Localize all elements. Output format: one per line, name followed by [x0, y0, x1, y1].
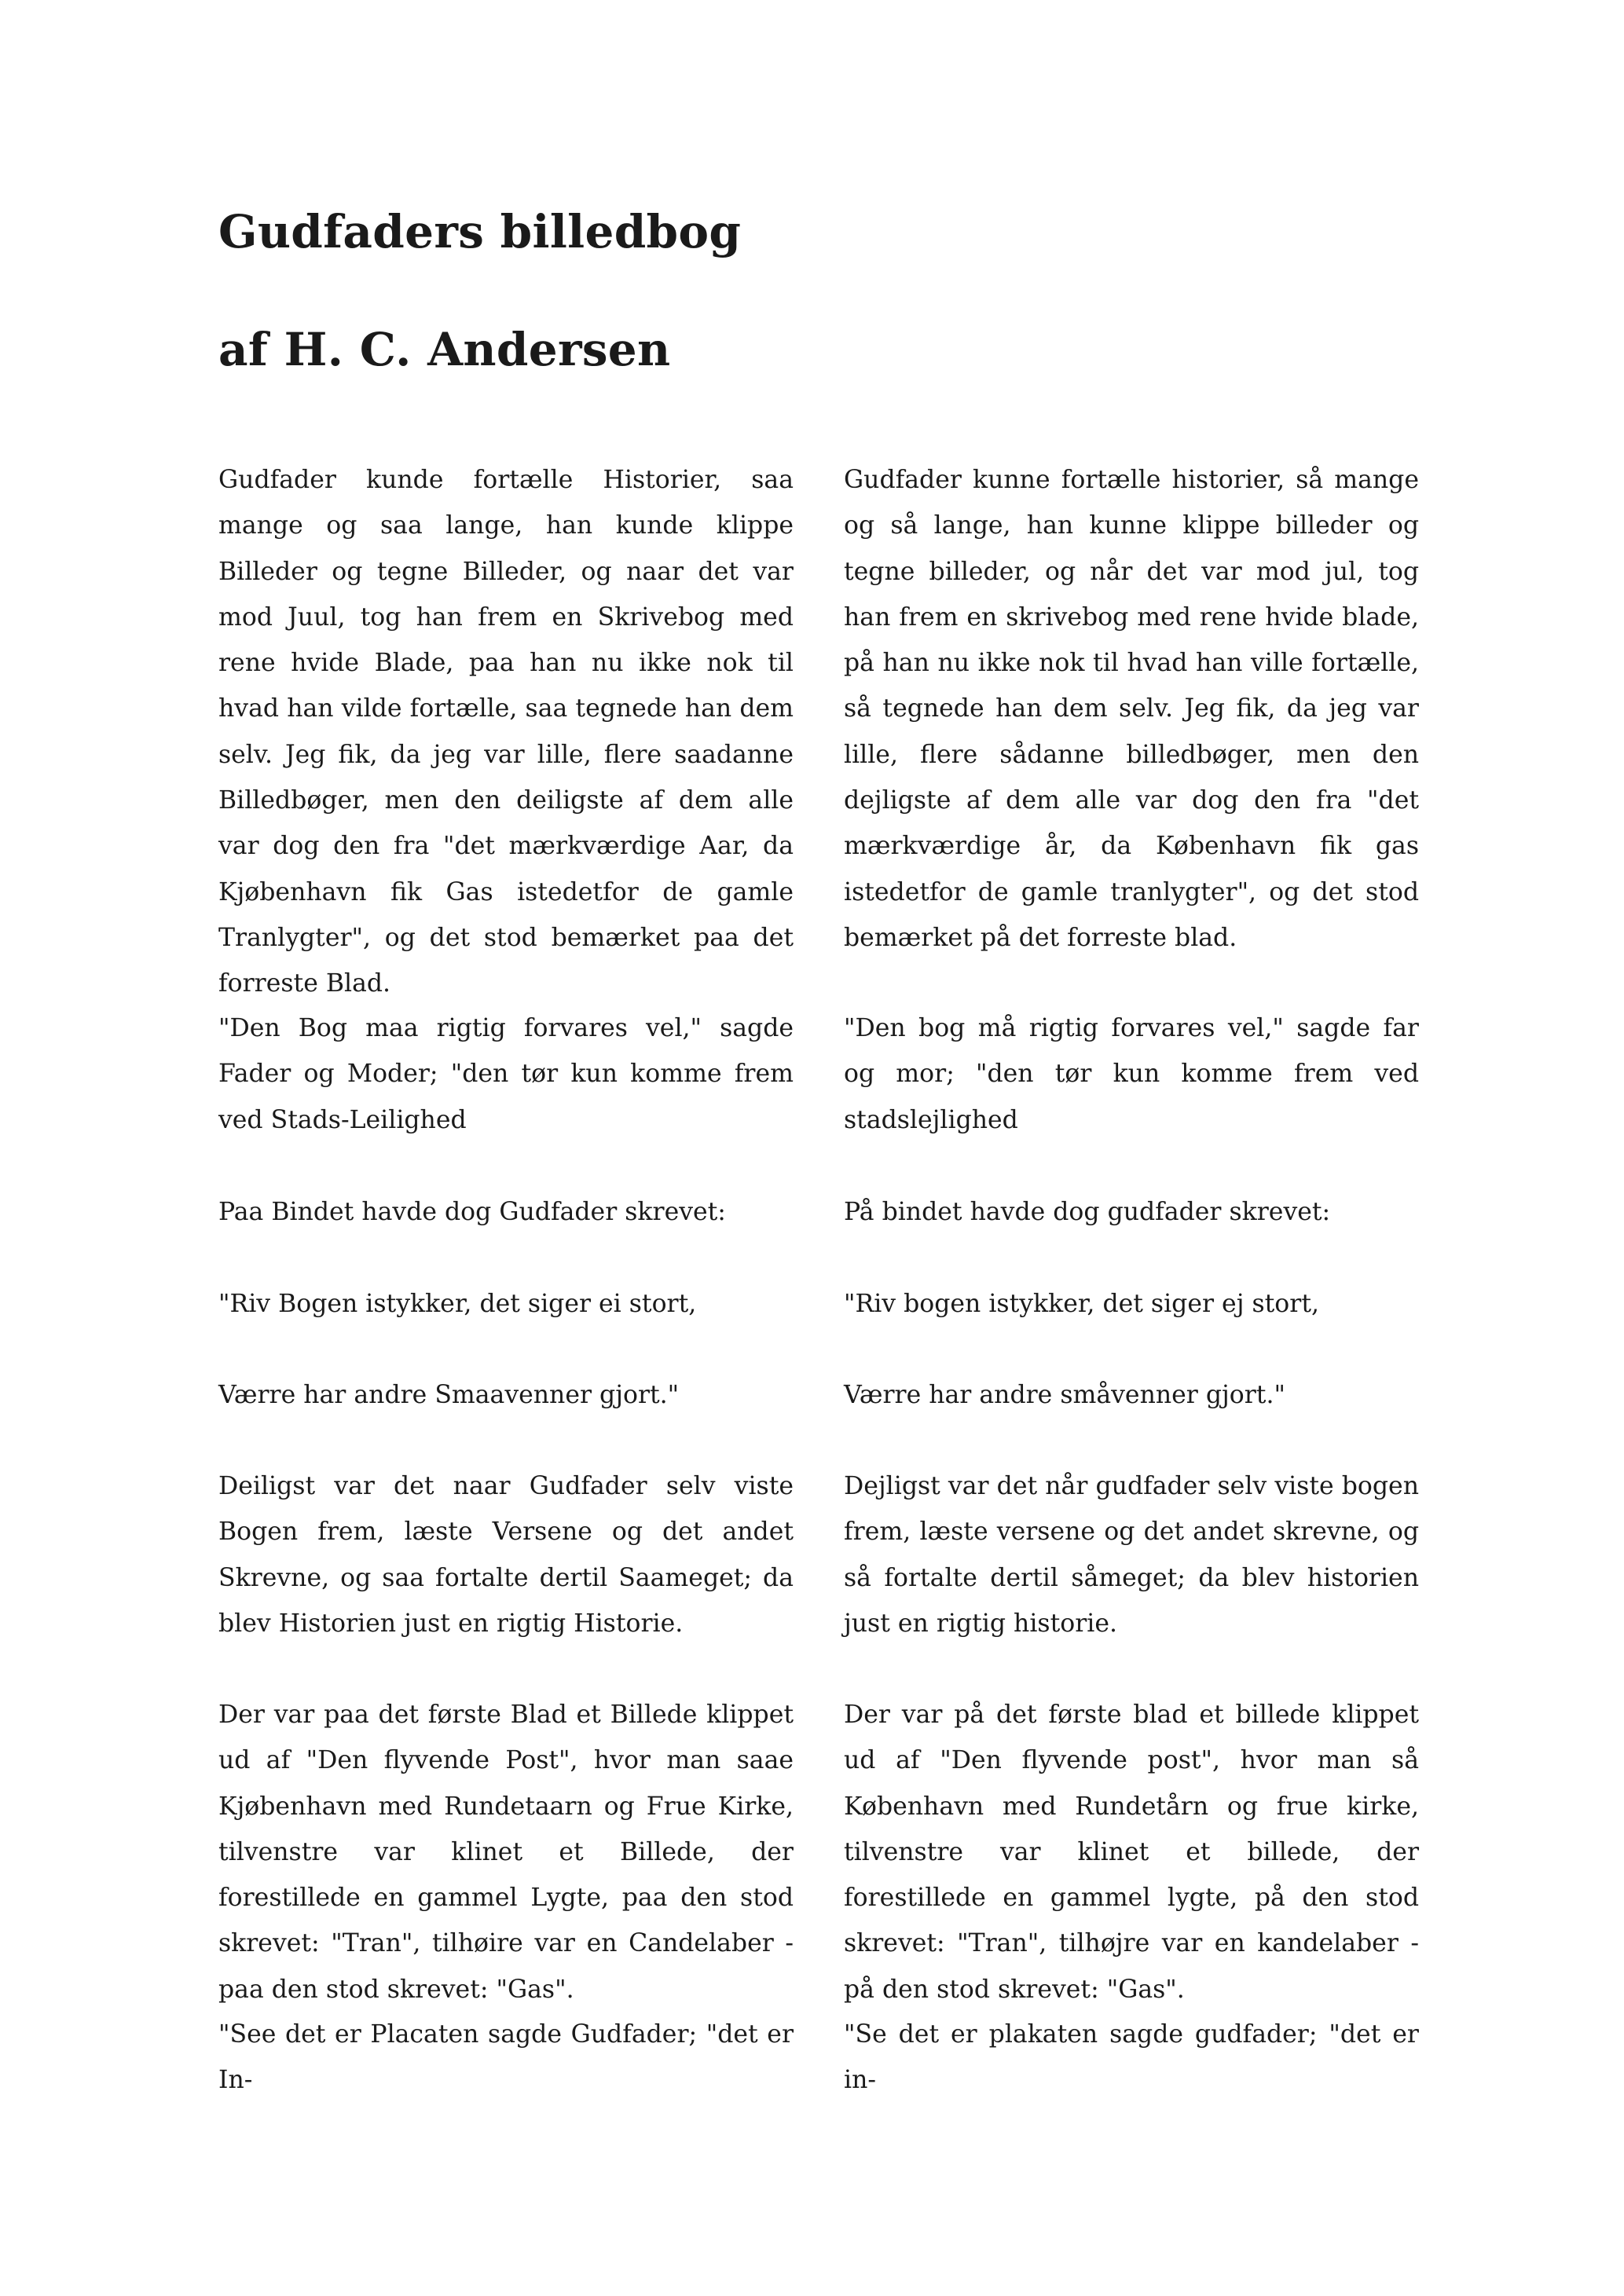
paragraph-modern-6: "Se det er plakaten sagde gudfader; "det er in-: [844, 2020, 1419, 2095]
paragraph-original-3: Paa Bindet havde dog Gudfader skrevet:: [218, 1198, 726, 1226]
verse-modern-line-1: "Riv bogen istykker, det siger ej stort,: [844, 1290, 1319, 1318]
paragraph-modern-4: Dejligst var det når gudfader selv viste bogen frem, læste versene og det andet skrevne, og så fortalte dertil såmeget; da blev historien just en rigtig historie.: [844, 1472, 1419, 1638]
paragraph-modern-3: På bindet havde dog gudfader skrevet:: [844, 1198, 1331, 1226]
paragraph-original-2: "Den Bog maa rigtig forvares vel," sagde Fader og Moder; "den tør kun komme frem ved Stads-Leilighed: [218, 1014, 794, 1134]
document-author: af H. C. Andersen: [218, 323, 671, 376]
paragraph-original-4: Deiligst var det naar Gudfader selv viste Bogen frem, læste Versene og det andet Skrevne, og saa fortalte dertil Saameget; da blev Historien just en rigtig Historie.: [218, 1472, 794, 1638]
paragraph-original-5: Der var paa det første Blad et Billede klippet ud af "Den flyvende Post", hvor man saae Kjøbenhavn med Rundetaarn og Frue Kirke, tilvenstre var klinet et Billede, der forestillede en gammel Lygte, paa den stod skrevet: "Tran", tilhøire var en Candelaber - paa den stod skrevet: "Gas".: [218, 1701, 794, 2004]
paragraph-original-6: "See det er Placaten sagde Gudfader; "det er In-: [218, 2020, 794, 2095]
document-page: [218, 0, 1421, 2296]
paragraph-modern-1: Gudfader kunne fortælle historier, så mange og så lange, han kunne klippe billeder og tegne billeder, og når det var mod jul, tog han frem en skrivebog med rene hvide blade, på han nu ikke nok til hvad han ville fortælle, så tegnede han dem selv. Jeg fik, da jeg var lille, flere sådanne billedbøger, men den dejligste af dem alle var dog den fra "det mærkværdige år, da København fik gas istedetfor de gamle tranlygter", og det stod bemærket på det forreste blad.: [844, 466, 1419, 952]
paragraph-original-1: Gudfader kunde fortælle Historier, saa mange og saa lange, han kunde klippe Billeder og tegne Billeder, og naar det var mod Juul, tog han frem en Skrivebog med rene hvide Blade, paa han nu ikke nok til hvad han vilde fortælle, saa tegnede han dem selv. Jeg fik, da jeg var lille, flere saadanne Billedbøger, men den deiligste af dem alle var dog den fra "det mærkværdige Aar, da Kjøbenhavn fik Gas istedetfor de gamle Tranlygter", og det stod bemærket paa det forreste Blad.: [218, 466, 794, 998]
paragraph-modern-2: "Den bog må rigtig forvares vel," sagde far og mor; "den tør kun komme frem ved stadslejlighed: [844, 1014, 1419, 1134]
verse-original-line-1: "Riv Bogen istykker, det siger ei stort,: [218, 1290, 697, 1318]
paragraph-modern-5: Der var på det første blad et billede klippet ud af "Den flyvende post", hvor man så København med Rundetårn og frue kirke, tilvenstre var klinet et billede, der forestillede en gammel lygte, på den stod skrevet: "Tran", tilhøjre var en kandelaber - på den stod skrevet: "Gas".: [844, 1701, 1419, 2004]
verse-modern-line-2: Værre har andre småvenner gjort.": [844, 1381, 1285, 1409]
document-title: Gudfaders billedbog: [218, 205, 742, 258]
verse-original-line-2: Værre har andre Smaavenner gjort.": [218, 1381, 680, 1409]
